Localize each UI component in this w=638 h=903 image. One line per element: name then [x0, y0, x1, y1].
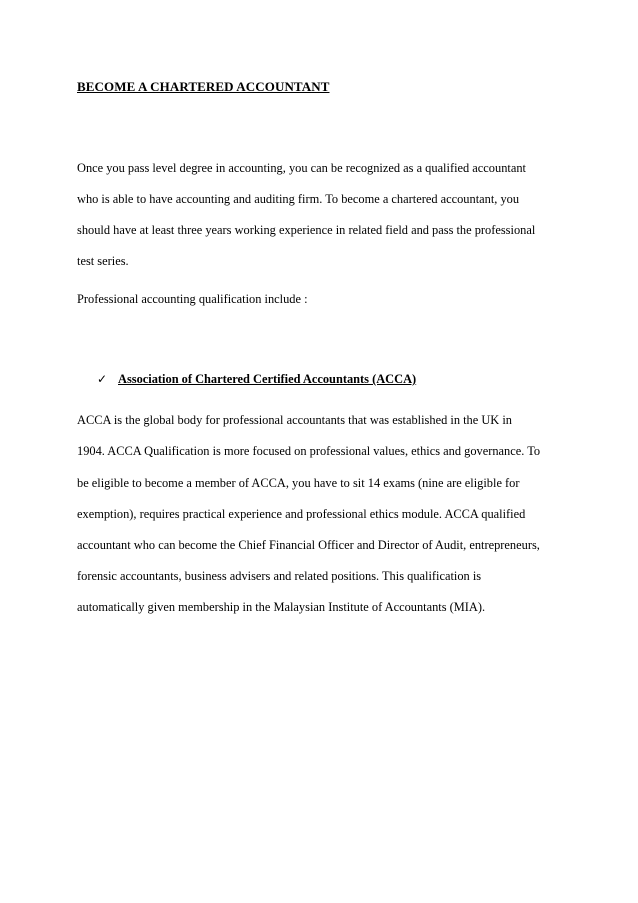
- intro-line: who is able to have accounting and auditing firm. To become a chartered accountant, you: [77, 192, 520, 206]
- acca-line: 1904. ACCA Qualification is more focused on professional values, ethics and governance. To: [77, 444, 541, 458]
- qualification-intro: Professional accounting qualification include :: [77, 292, 308, 306]
- acca-line: forensic accountants, business advisers and related positions. This qualification is: [77, 569, 482, 583]
- acca-line: accountant who can become the Chief Financial Officer and Director of Audit, entrepreneurs,: [77, 538, 540, 552]
- acca-line: be eligible to become a member of ACCA, you have to sit 14 exams (nine are eligible for: [77, 476, 520, 490]
- acca-line: exemption), requires practical experience and professional ethics module. ACCA qualified: [77, 507, 526, 521]
- intro-line: Once you pass level degree in accounting, you can be recognized as a qualified accountant: [77, 161, 526, 175]
- acca-line: automatically given membership in the Malaysian Institute of Accountants (MIA).: [77, 600, 486, 614]
- intro-line: test series.: [77, 254, 129, 268]
- intro-line: should have at least three years working experience in related field and pass the professional: [77, 223, 536, 237]
- acca-bullet: [97, 371, 416, 387]
- document-heading: BECOME A CHARTERED ACCOUNTANT: [77, 79, 330, 94]
- acca-bullet-label: Association of Chartered Certified Accountants (ACCA): [118, 372, 417, 386]
- checkmark-icon: ✓: [97, 372, 108, 386]
- acca-line: ACCA is the global body for professional accountants that was established in the UK in: [77, 413, 512, 427]
